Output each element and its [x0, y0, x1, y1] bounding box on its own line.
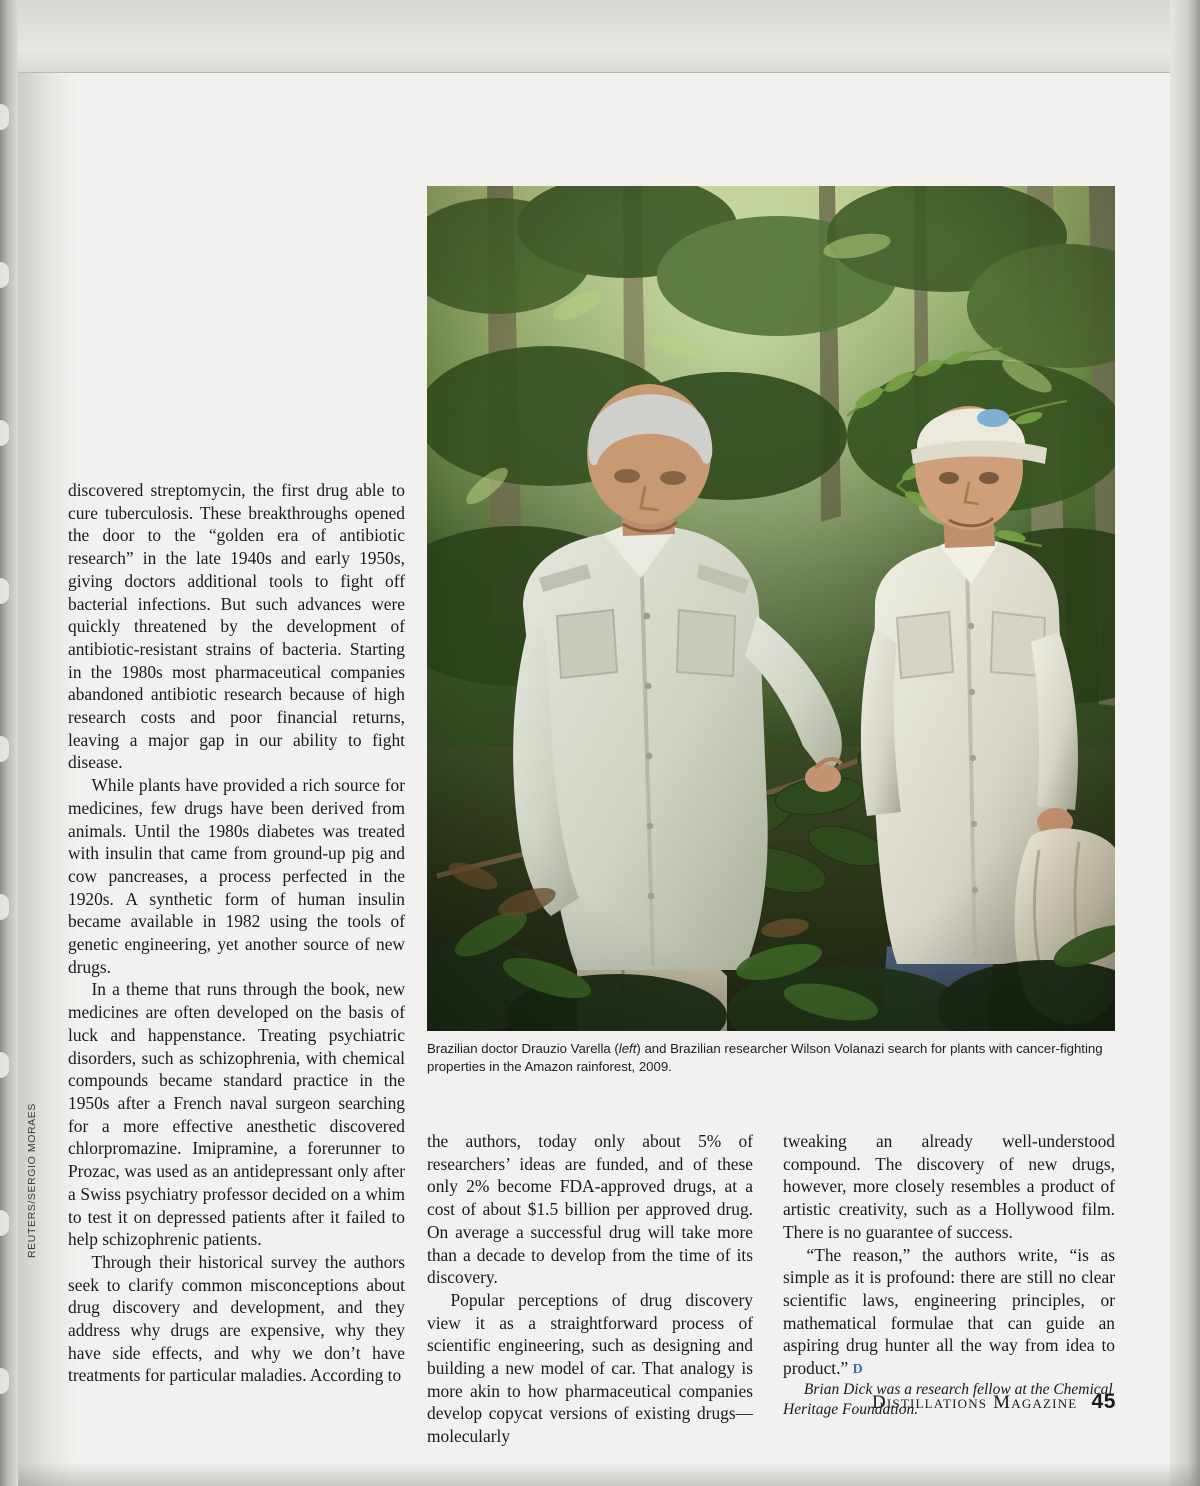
page-number: 45 — [1091, 1390, 1116, 1413]
paragraph: While plants have provided a rich source for medicines, few drugs have been derived from animals. Until the 1980s diabetes was treated with insulin that came from ground-up pig and cow pancreases, a process perfected in the 1920s. A synthetic form of human insulin became available in 1982 using the tools of genetic engineering, yet another source of new drugs. — [68, 775, 405, 977]
body-column-3 — [783, 1130, 1115, 1421]
paragraph: the authors, today only about 5% of researchers’ ideas are funded, and of these only 2% become FDA-approved drugs, at a cost of about $1.5 billion per approved drug. On average a successful drug will take more than a decade to develop from the time of its discovery. — [427, 1131, 753, 1288]
paragraph: In a theme that runs through the book, new medicines are often developed on the basis of luck and happenstance. Treating psychiatric disorders, such as schizophrenia, with chemical compounds became standard practice in the 1950s after a French naval surgeon searching for a more effective anesthetic discovered chlorpromazine. Imipramine, a forerunner to Prozac, was used as an antidepressant only after a Swiss psychiatry professor decided on a whim to test it on depressed patients after it failed to help schizophrenic patients. — [68, 979, 405, 1250]
caption-text-part1: Brazilian doctor Drauzio Varella ( — [427, 1041, 619, 1056]
paragraph-with-endmark — [783, 1244, 1115, 1380]
body-column-2 — [427, 1130, 753, 1448]
caption-text-italic: left — [618, 1041, 637, 1056]
author-note: Brian Dick was a research fellow at the Chemical Heritage Foundation. — [783, 1380, 1113, 1419]
scan-bottom-shadow — [18, 1462, 1200, 1486]
body-column-1 — [68, 479, 405, 1387]
scan-top-band — [18, 0, 1200, 73]
page-footer — [872, 1390, 1116, 1414]
end-mark-icon: D — [852, 1362, 863, 1378]
paragraph: tweaking an already well-understood compound. The discovery of new drugs, however, more closely resembles a product of artistic creativity, such as a Hollywood film. There is no guarantee of success. — [783, 1131, 1115, 1242]
paragraph-text: “The reason,” the authors write, “is as simple as it is profound: there are still no clear scientific laws, engineering principles, or mathematical formulae that can guide an aspiring drug hunter all the way from idea to product.” — [783, 1244, 1115, 1379]
photo-caption — [427, 1040, 1115, 1076]
scan-right-edge — [1170, 0, 1200, 1486]
paragraph: discovered streptomycin, the first drug able to cure tuberculosis. These breakthroughs opened the door to the “golden era of antibiotic research” in the late 1940s and early 1950s, giving doctors additional tools to fight off bacterial infections. But such advances were quickly threatened by the development of antibiotic-resistant strains of bacteria. Starting in the 1980s most pharmaceutical companies abandoned antibiotic research because of high research costs and poor financial returns, leaving a major gap in our ability to fight disease. — [68, 480, 405, 773]
rainforest-photo — [427, 186, 1115, 1031]
publication-name: Distillations Magazine — [871, 1392, 1078, 1413]
photo-credit — [26, 1240, 38, 1258]
paragraph: Popular perceptions of drug discovery view it as a straightforward process of scientific engineering, such as designing and building a new model of car. That analogy is more akin to how pharmaceutical companies develop copycat versions of existing drugs—molecularly — [427, 1289, 753, 1447]
caption-text-part2: ) and Brazilian researcher Wilson Volanazi search for plants with cancer-fighting properties in the Amazon rainforest, 2009. — [427, 1041, 1103, 1075]
paragraph: Through their historical survey the authors seek to clarify common misconceptions about drug discovery and development, and they address why drugs are expensive, why they have side effects, and why we don’t have treatments for particular maladies. According to — [68, 1251, 405, 1386]
